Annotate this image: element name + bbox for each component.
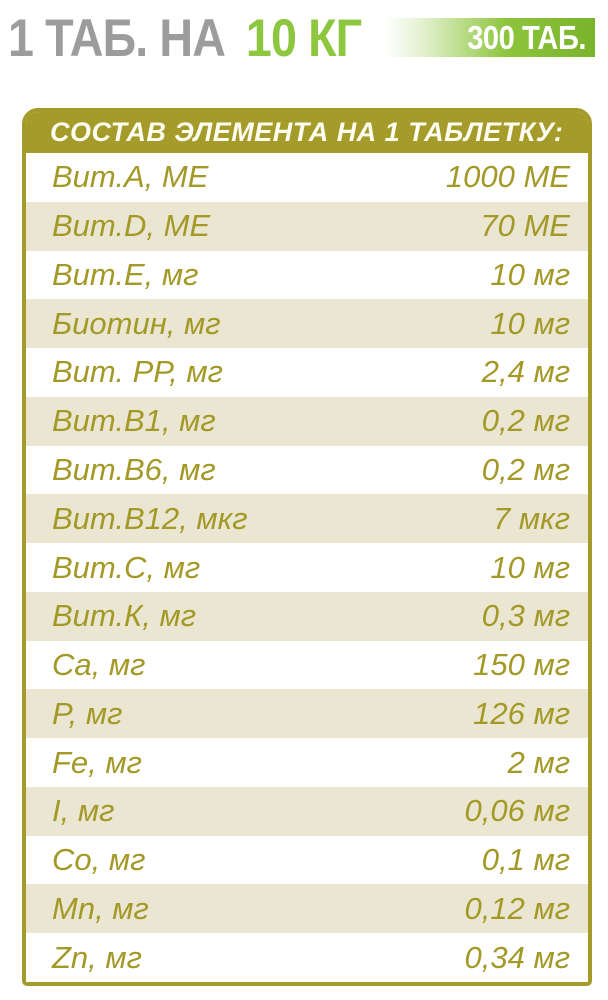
nutrient-value: 126 мг <box>473 695 570 731</box>
table-row <box>26 689 588 738</box>
nutrient-label: Вит.К, мг <box>52 598 197 634</box>
table-row <box>26 787 588 836</box>
nutrient-label: Zn, мг <box>52 939 142 975</box>
table-row <box>26 299 588 348</box>
dosage-title <box>8 8 361 69</box>
nutrient-label: P, мг <box>52 695 123 731</box>
nutrient-value: 0,12 мг <box>464 890 570 926</box>
table-row <box>26 641 588 690</box>
dosage-weight: 10 КГ <box>245 9 362 68</box>
table-row <box>26 738 588 787</box>
table-row <box>26 836 588 885</box>
nutrient-label: Co, мг <box>52 842 146 878</box>
nutrient-value: 10 мг <box>490 256 570 292</box>
table-row <box>26 494 588 543</box>
tablet-count-badge <box>385 18 595 57</box>
table-header: СОСТАВ ЭЛЕМЕНТА НА 1 ТАБЛЕТКУ: <box>26 112 588 153</box>
nutrient-label: Fe, мг <box>52 744 142 780</box>
table-row <box>26 348 588 397</box>
table-row <box>26 397 588 446</box>
nutrient-label: Вит. РР, мг <box>52 354 223 390</box>
nutrient-label: Вит.С, мг <box>52 549 201 585</box>
nutrient-label: Ca, мг <box>52 647 146 683</box>
table-body <box>26 153 588 982</box>
nutrient-value: 10 мг <box>490 305 570 341</box>
table-row <box>26 543 588 592</box>
dosage-text: 1 ТАБ. НА <box>8 9 226 68</box>
table-row <box>26 251 588 300</box>
nutrient-label: Вит.В1, мг <box>52 403 216 439</box>
nutrient-value: 0,34 мг <box>464 939 570 975</box>
table-row <box>26 592 588 641</box>
nutrient-value: 0,3 мг <box>481 598 570 634</box>
top-header <box>0 0 608 76</box>
composition-table <box>22 108 592 986</box>
nutrient-value: 0,1 мг <box>481 842 570 878</box>
nutrient-label: I, мг <box>52 793 115 829</box>
table-row <box>26 153 588 202</box>
nutrient-value: 70 МЕ <box>480 208 570 244</box>
nutrient-value: 2,4 мг <box>481 354 570 390</box>
nutrient-label: Биотин, мг <box>52 305 221 341</box>
nutrient-label: Mn, мг <box>52 890 149 926</box>
table-row <box>26 202 588 251</box>
table-row <box>26 446 588 495</box>
nutrient-label: Вит.D, МЕ <box>52 208 211 244</box>
nutrient-value: 1000 МЕ <box>445 159 570 195</box>
nutrient-value: 0,2 мг <box>481 403 570 439</box>
nutrient-value: 150 мг <box>473 647 570 683</box>
nutrient-label: Вит.Е, мг <box>52 256 199 292</box>
nutrient-value: 2 мг <box>507 744 570 780</box>
nutrient-value: 7 мкг <box>492 500 570 536</box>
table-row <box>26 884 588 933</box>
nutrient-label: Вит.В6, мг <box>52 451 216 487</box>
nutrient-label: Вит.В12, мкг <box>52 500 248 536</box>
tablet-count-text: 300 ТАБ. <box>467 18 586 56</box>
nutrient-value: 0,2 мг <box>481 451 570 487</box>
table-row <box>26 933 588 982</box>
nutrient-value: 10 мг <box>490 549 570 585</box>
nutrient-label: Вит.А, МЕ <box>52 159 209 195</box>
nutrient-value: 0,06 мг <box>464 793 570 829</box>
